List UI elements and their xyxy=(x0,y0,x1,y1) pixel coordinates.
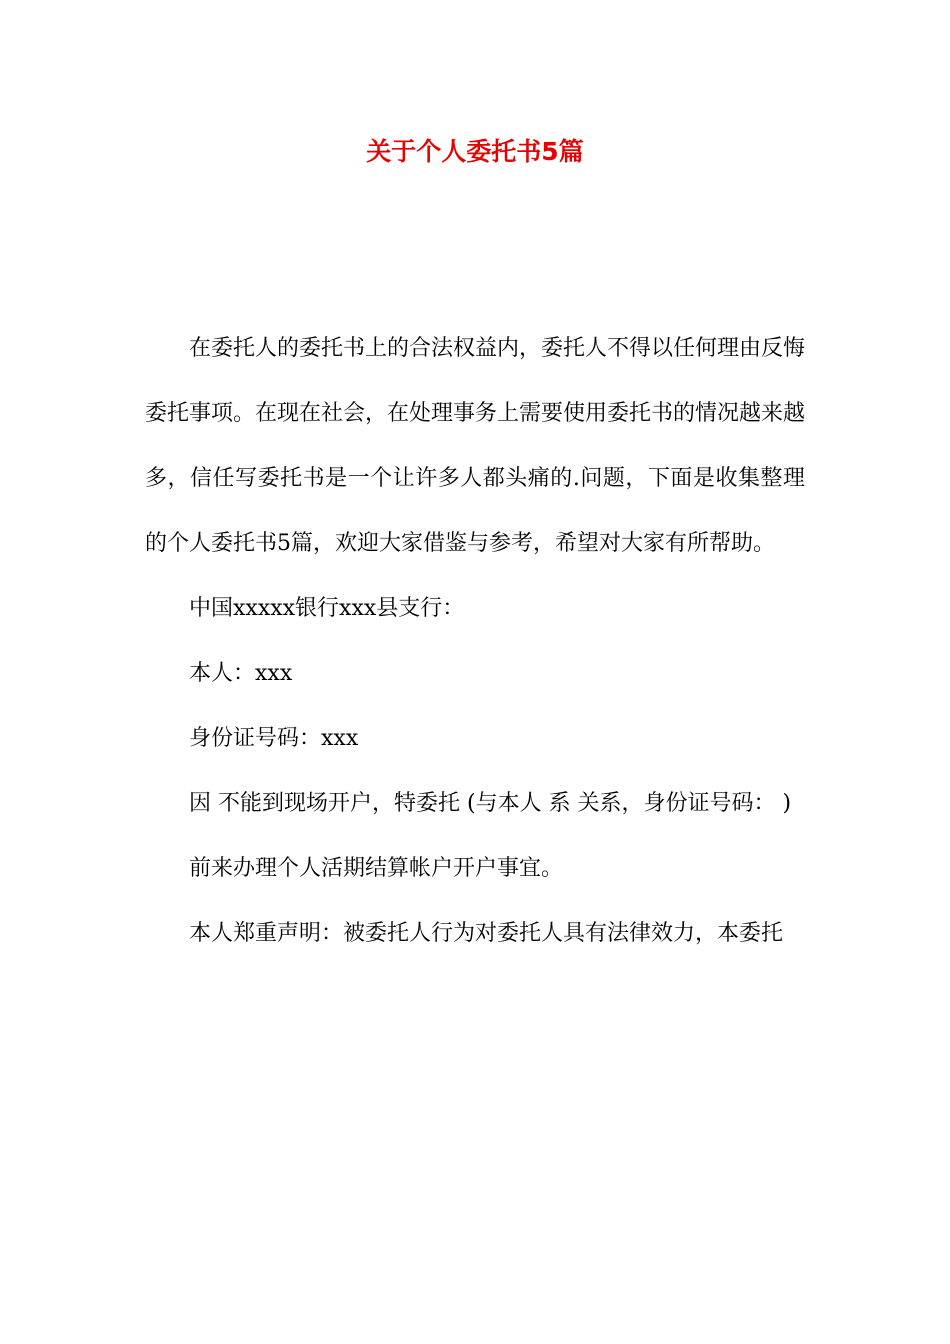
id-number-line: 身份证号码：xxx xyxy=(189,726,359,751)
intro-paragraph: 在委托人的委托书上的合法权益内，委托人不得以任何理由反悔委托事项。在现在社会，在处理事务上需要使用委托书的情况越来越多，信任写委托书是一个让许多人都头痛的.问题，下面是收集整理的个人委托书5篇，欢迎大家借鉴与参考，希望对大家有所帮助。 xyxy=(145,336,806,556)
document-body xyxy=(145,316,805,966)
principal-line: 本人：xxx xyxy=(189,661,293,686)
addressee-line: 中国xxxxx银行xxx县支行： xyxy=(189,596,465,621)
delegation-paragraph: 因 不能到现场开户，特委托 (与本人 系 关系，身份证号码： ) xyxy=(189,791,792,816)
purpose-line: 前来办理个人活期结算帐户开户事宜。 xyxy=(189,856,564,881)
document-title: 关于个人委托书5篇 xyxy=(366,137,584,166)
declaration-paragraph: 本人郑重声明：被委托人行为对委托人具有法律效力，本委托 xyxy=(189,921,784,946)
